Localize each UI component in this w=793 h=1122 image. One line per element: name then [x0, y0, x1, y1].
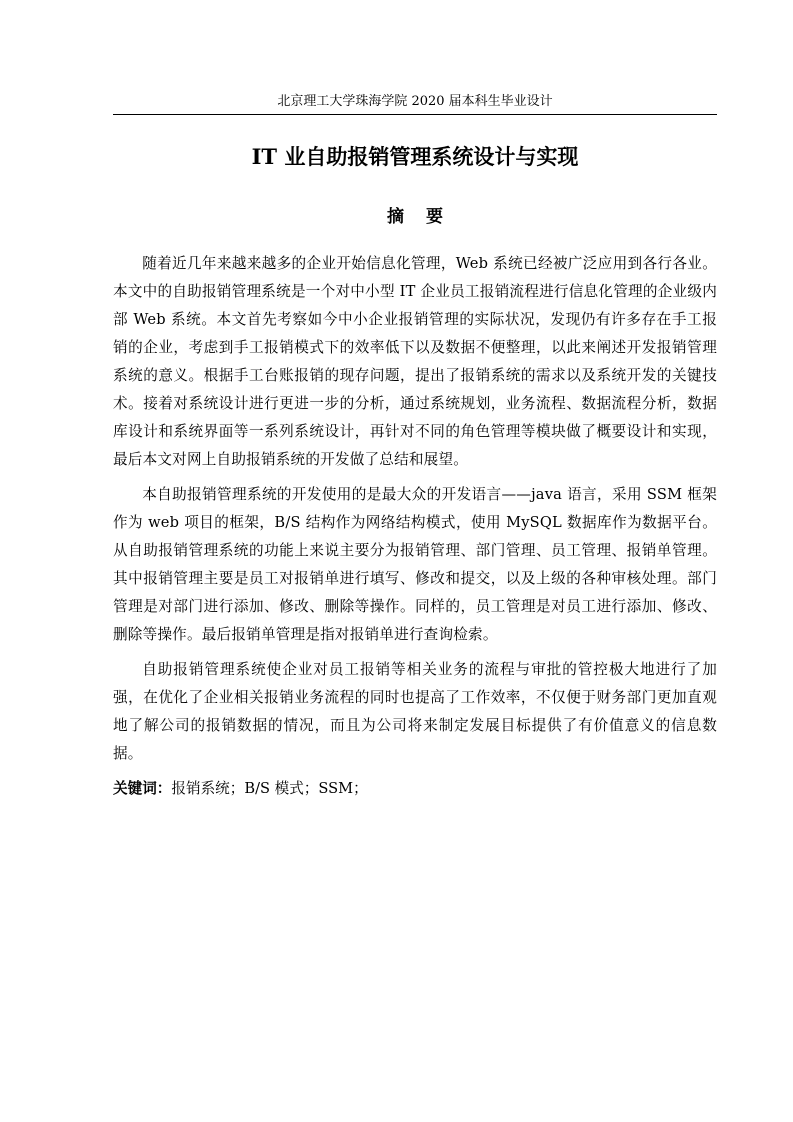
keywords-label: 关键词： — [113, 780, 172, 797]
abstract-body — [113, 250, 717, 803]
abstract-heading: 摘要 — [387, 207, 465, 227]
keywords-line — [113, 775, 717, 803]
paper-title: IT 业自助报销管理系统设计与实现 — [251, 144, 579, 169]
running-header: 北京理工大学珠海学院 2020 届本科生毕业设计 — [277, 94, 553, 109]
header-rule — [113, 114, 717, 115]
abstract-paragraph-3: 自助报销管理系统使企业对员工报销等相关业务的流程与审批的管控极大地进行了加强，在优化了企业相关报销业务流程的同时也提高了工作效率，不仅便于财务部门更加直观地了解公司的报销数据的情况，而且为公司将来制定发展目标提供了有价值意义的信息数据。 — [113, 661, 717, 762]
abstract-paragraph-2: 本自助报销管理系统的开发使用的是最大众的开发语言——java 语言，采用 SSM 框架作为 web 项目的框架，B/S 结构作为网络结构模式，使用 MySQL 数据库作为数据平台。从自助报销管理系统的功能上来说主要分为报销管理、部门管理、员工管理、报销单管理。其中报销管理主要是员工对报销单进行填写、修改和提交，以及上级的各种审核处理。部门管理是对部门进行添加、修改、删除等操作。同样的，员工管理是对员工进行添加、修改、删除等操作。最后报销单管理是指对报销单进行查询检索。 — [113, 486, 717, 643]
abstract-paragraph-1: 随着近几年来越来越多的企业开始信息化管理，Web 系统已经被广泛应用到各行各业。本文中的自助报销管理系统是一个对中小型 IT 企业员工报销流程进行信息化管理的企业级内部 Web 系统。本文首先考察如今中小企业报销管理的实际状况，发现仍有许多存在手工报销的企业，考虑到手工报销模式下的效率低下以及数据不便整理，以此来阐述开发报销管理系统的意义。根据手工台账报销的现存问题，提出了报销系统的需求以及系统开发的关键技术。接着对系统设计进行更进一步的分析，通过系统规划，业务流程、数据流程分析，数据库设计和系统界面等一系列系统设计，再针对不同的角色管理等模块做了概要设计和实现，最后本文对网上自助报销系统的开发做了总结和展望。 — [113, 255, 717, 468]
keywords-text: 报销系统；B/S 模式；SSM； — [171, 780, 368, 797]
